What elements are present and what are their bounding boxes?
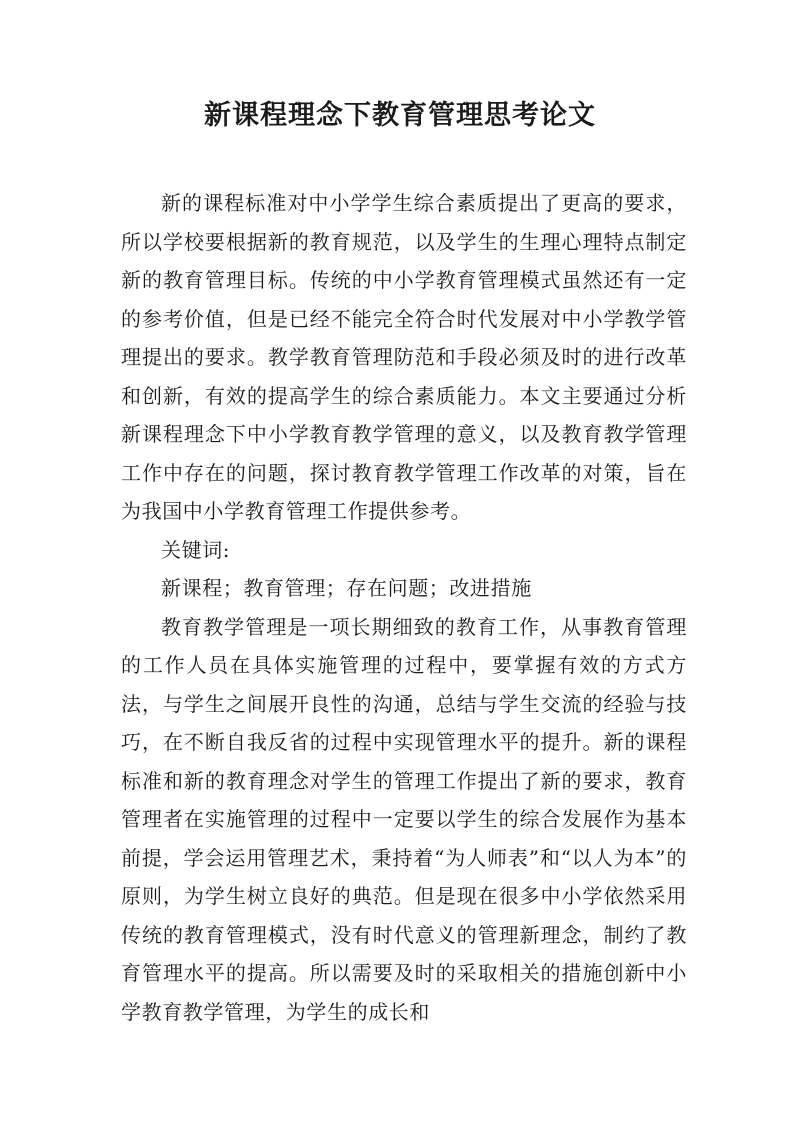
- keywords-list: 新课程；教育管理；存在问题；改进措施: [161, 576, 532, 600]
- keywords-label: 关键词:: [161, 537, 231, 562]
- abstract-paragraph: 新的课程标准对中小学学生综合素质提出了更高的要求，所以学校要根据新的教育规范，以及学生的生理心理特点制定新的教育管理目标。传统的中小学教育管理模式虽然还有一定的参考价值，但是已经不能完全符合时代发展对中小学教学管理提出的要求。教学教育管理防范和手段必须及时的进行改革和创新，有效的提高学生的综合素质能力。本文主要通过分析新课程理念下中小学教育教学管理的意义，以及教育教学管理工作中存在的问题，探讨教育教学管理工作改革的对策，旨在为我国中小学教育管理工作提供参考。: [121, 191, 687, 523]
- document-body: [121, 184, 687, 1031]
- document-title: 新课程理念下教育管理思考论文: [204, 100, 596, 131]
- body-paragraph: 教育教学管理是一项长期细致的教育工作，从事教育管理的工作人员在具体实施管理的过程中，要掌握有效的方式方法，与学生之间展开良性的沟通，总结与学生交流的经验与技巧，在不断自我反省的过程中实现管理水平的提升。新的课程标准和新的教育理念对学生的管理工作提出了新的要求，教育管理者在实施管理的过程中一定要以学生的综合发展作为基本前提，学会运用管理艺术，秉持着“为人师表”和“以人为本”的原则，为学生树立良好的典范。但是现在很多中小学依然采用传统的教育管理模式，没有时代意义的管理新理念，制约了教育管理水平的提高。所以需要及时的采取相关的措施创新中小学教育教学管理，为学生的成长和: [121, 614, 687, 1024]
